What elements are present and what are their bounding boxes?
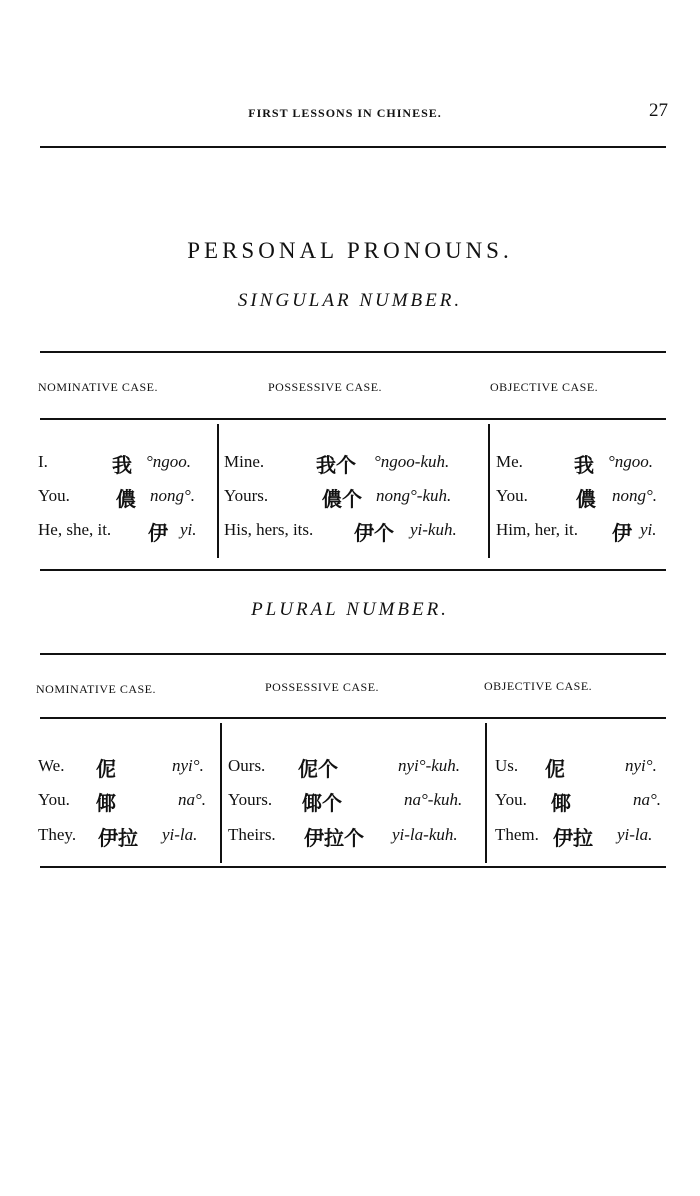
plural-top-rule: [40, 653, 666, 655]
singular-divider-2: [488, 424, 490, 558]
chinese-characters: 倻: [551, 791, 571, 815]
chinese-characters: 伊: [612, 521, 632, 545]
romanization: nyi°.: [172, 756, 204, 775]
plural-divider-1: [220, 723, 222, 863]
romanization: nong°-kuh.: [376, 486, 452, 505]
singular-col-possessive: POSSESSIVE CASE.: [268, 380, 383, 394]
plural-title: PLURAL NUMBER.: [251, 599, 449, 620]
chinese-characters: 倻个: [302, 791, 342, 815]
plural-col-nominative: NOMINATIVE CASE.: [36, 682, 156, 696]
romanization: nyi°.: [625, 756, 657, 775]
romanization: °ngoo-kuh.: [374, 452, 450, 471]
english-pronoun: You.: [38, 790, 70, 809]
chinese-characters: 伊: [148, 521, 168, 545]
english-pronoun: I.: [38, 452, 48, 471]
english-pronoun: His, hers, its.: [224, 520, 314, 539]
singular-col-nominative: NOMINATIVE CASE.: [38, 380, 158, 394]
plural-bottom-rule: [40, 866, 666, 868]
romanization: yi-la.: [617, 825, 653, 844]
singular-col-objective: OBJECTIVE CASE.: [490, 380, 599, 394]
chinese-characters: 伊拉: [98, 826, 138, 850]
romanization: nong°.: [150, 486, 196, 505]
english-pronoun: They.: [38, 825, 77, 844]
chinese-characters: 伲个: [298, 757, 338, 781]
singular-head-rule: [40, 418, 666, 420]
romanization: °ngoo.: [146, 452, 192, 471]
header-rule: [40, 146, 666, 148]
english-pronoun: You.: [38, 486, 70, 505]
singular-divider-1: [217, 424, 219, 558]
romanization: na°.: [633, 790, 662, 809]
chinese-characters: 我个: [316, 453, 356, 477]
romanization: nyi°-kuh.: [398, 756, 461, 775]
romanization: yi-la.: [162, 825, 198, 844]
romanization: na°.: [178, 790, 207, 809]
chinese-characters: 我: [574, 453, 594, 477]
chinese-characters: 儂: [576, 487, 596, 511]
english-pronoun: Us.: [495, 756, 519, 775]
chinese-characters: 伊拉: [553, 826, 593, 850]
singular-title: SINGULAR NUMBER.: [237, 290, 463, 311]
chinese-characters: 儂个: [322, 487, 362, 511]
english-pronoun: You.: [495, 790, 527, 809]
romanization: yi.: [180, 520, 197, 539]
chinese-characters: 我: [112, 453, 132, 477]
running-title: FIRST LESSONS IN CHINESE.: [248, 106, 442, 120]
romanization: yi.: [640, 520, 657, 539]
plural-col-possessive: POSSESSIVE CASE.: [265, 680, 380, 694]
english-pronoun: Theirs.: [228, 825, 276, 844]
english-pronoun: Them.: [495, 825, 539, 844]
plural-divider-2: [485, 723, 487, 863]
singular-top-rule: [40, 351, 666, 353]
page-number: 27: [649, 100, 668, 121]
plural-head-rule: [40, 717, 666, 719]
english-pronoun: Yours.: [224, 486, 269, 505]
chinese-characters: 倻: [96, 791, 116, 815]
plural-col-objective: OBJECTIVE CASE.: [484, 679, 593, 693]
english-pronoun: Me.: [496, 452, 523, 471]
english-pronoun: Ours.: [228, 756, 266, 775]
english-pronoun: You.: [496, 486, 528, 505]
romanization: yi-la-kuh.: [392, 825, 458, 844]
romanization: na°-kuh.: [404, 790, 463, 809]
chinese-characters: 伊拉个: [304, 826, 364, 850]
english-pronoun: Yours.: [228, 790, 273, 809]
chinese-characters: 儂: [116, 487, 136, 511]
singular-bottom-rule: [40, 569, 666, 571]
main-title: PERSONAL PRONOUNS.: [187, 238, 513, 263]
chinese-characters: 伲: [545, 757, 565, 781]
romanization: yi-kuh.: [410, 520, 457, 539]
romanization: nong°.: [612, 486, 658, 505]
romanization: °ngoo.: [608, 452, 654, 471]
english-pronoun: Him, her, it.: [496, 520, 578, 539]
chinese-characters: 伲: [96, 757, 116, 781]
english-pronoun: We.: [38, 756, 65, 775]
english-pronoun: He, she, it.: [38, 520, 112, 539]
english-pronoun: Mine.: [224, 452, 265, 471]
chinese-characters: 伊个: [354, 521, 394, 545]
